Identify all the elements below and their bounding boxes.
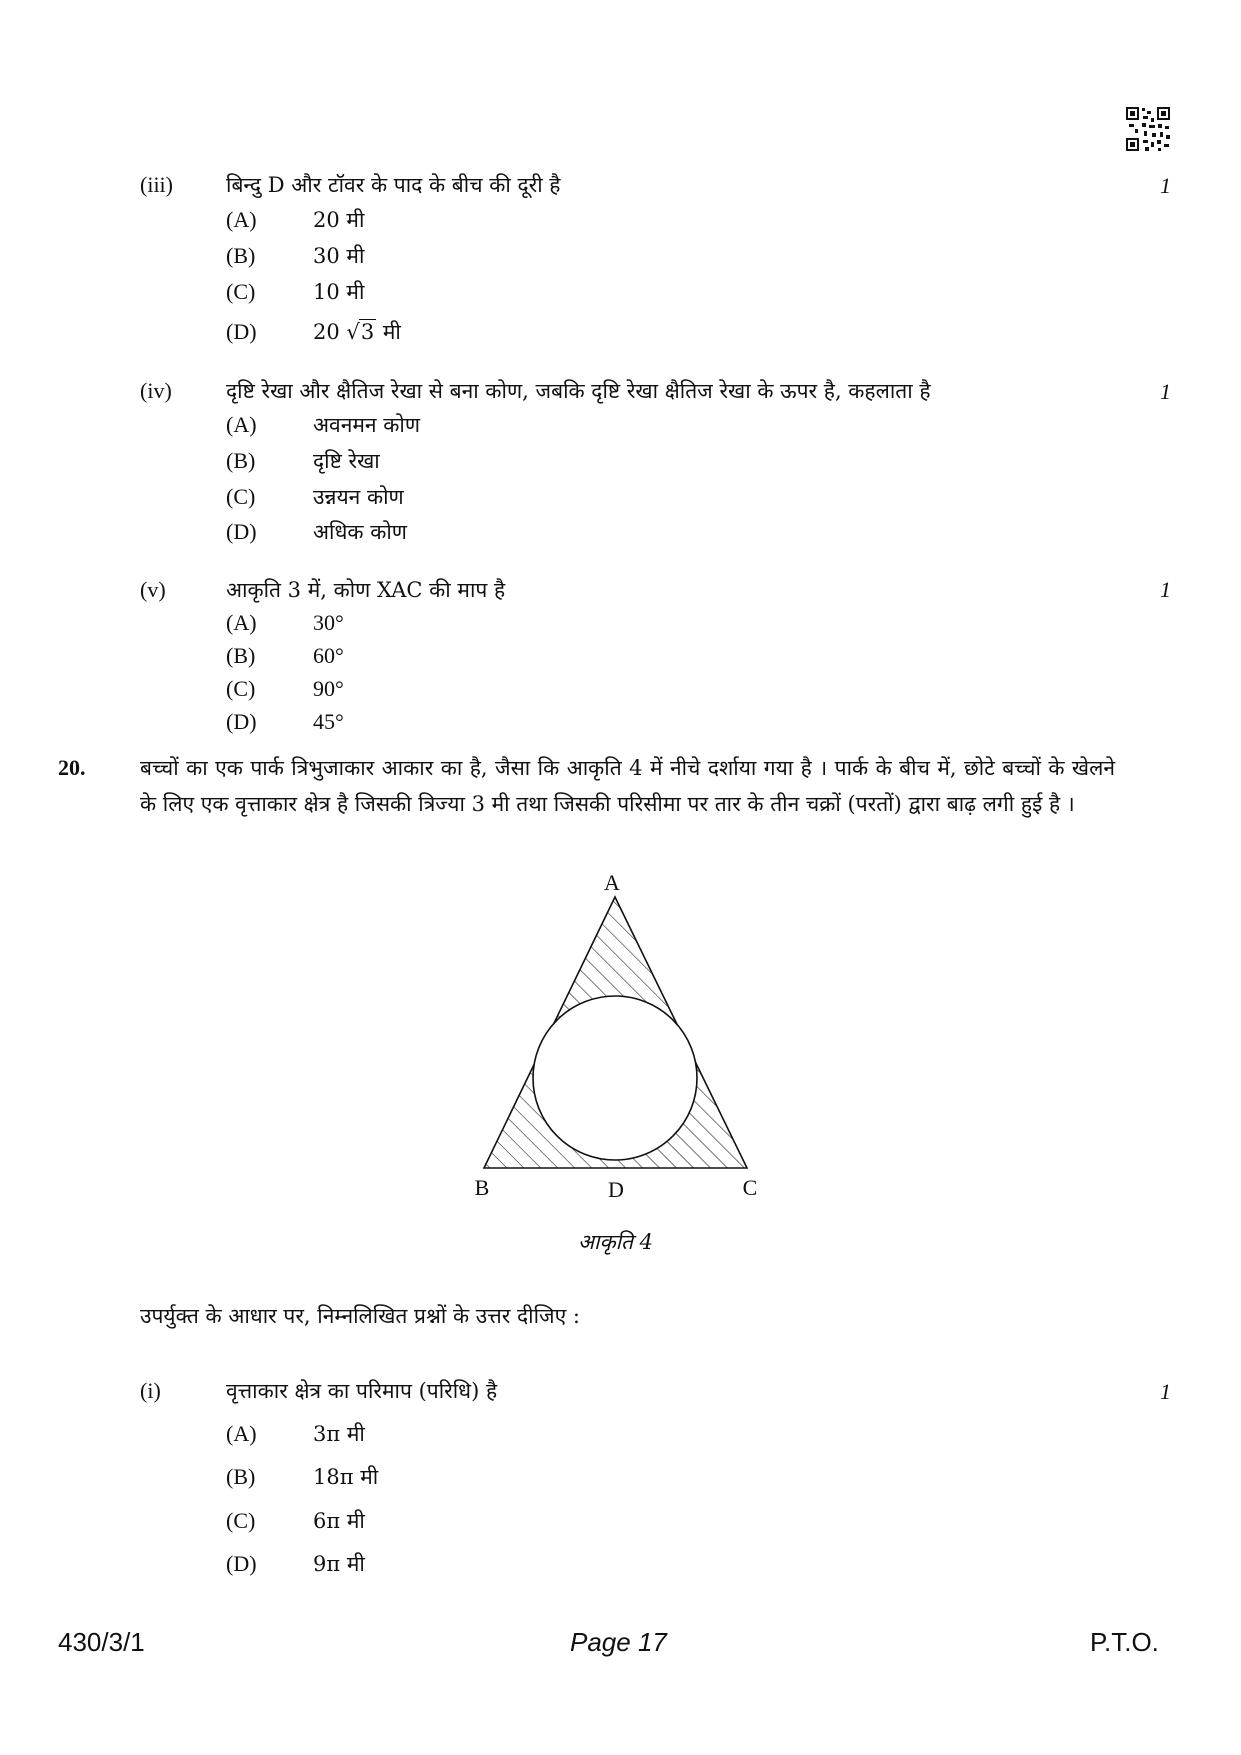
option-label: (D) — [226, 519, 257, 544]
option-label: (D) — [226, 1551, 257, 1576]
option-label: (B) — [226, 243, 256, 268]
paper-code: 430/3/1 — [58, 1627, 145, 1657]
option-label: (C) — [226, 1508, 256, 1533]
incircle — [533, 996, 697, 1160]
instruction-text: उपर्युक्त के आधार पर, निम्नलिखित प्रश्नों के उत्तर दीजिए : — [140, 1304, 581, 1328]
question-number: (v) — [140, 577, 166, 602]
option-label: (B) — [226, 1464, 256, 1489]
figure-caption: आकृति 4 — [578, 1230, 654, 1254]
option-label: (C) — [226, 279, 256, 304]
option-text: 3π मी — [313, 1422, 365, 1446]
marks: 1 — [1160, 173, 1171, 198]
option-label: (B) — [226, 643, 256, 668]
option-text: दृष्टि रेखा — [313, 449, 380, 473]
option-text: 90° — [313, 676, 344, 701]
option-label: (C) — [226, 676, 256, 701]
option-unit: मी — [382, 320, 401, 344]
question-number: (iii) — [140, 172, 173, 197]
option-text: 18π मी — [313, 1465, 379, 1489]
option-label: (D) — [226, 319, 257, 344]
qr-code-icon — [1125, 106, 1171, 152]
vertex-label-c: C — [742, 1175, 758, 1200]
option-label: (A) — [226, 412, 257, 437]
option-text: 45° — [313, 709, 344, 734]
question-number: (iv) — [140, 378, 172, 403]
option-label: (A) — [226, 1421, 257, 1446]
option-coefficient: 20 — [313, 320, 340, 344]
question-number: 20. — [58, 755, 86, 780]
triangle-incircle-figure — [470, 860, 770, 1205]
radical-sign-icon: √ — [346, 320, 360, 344]
option-text: 9π मी — [313, 1552, 365, 1576]
option-label: (A) — [226, 610, 257, 635]
page-number: Page 17 — [570, 1627, 667, 1657]
option-text: अवनमन कोण — [313, 413, 421, 437]
question-text: वृत्ताकार क्षेत्र का परिमाप (परिधि) है — [226, 1379, 498, 1403]
option-text: 60° — [313, 643, 344, 668]
marks: 1 — [1160, 1379, 1171, 1404]
question-text: बिन्दु D और टॉवर के पाद के बीच की दूरी है — [226, 173, 561, 197]
question-paragraph: बच्चों का एक पार्क त्रिभुजाकार आकार का है, जैसा कि आकृति 4 में नीचे दर्शाया गया है । पार्क के बीच में, छोटे बच्चों के खेलने के लिए एक वृत्ताकार क्षेत्र है जिसकी त्रिज्या 3 मी तथा जिसकी परिसीमा पर तार के तीन चक्रों (परतों) द्वारा बाढ़ लगी हुई है । — [140, 756, 1115, 816]
question-text: दृष्टि रेखा और क्षैतिज रेखा से बना कोण, जबकि दृष्टि रेखा क्षैतिज रेखा के ऊपर है, कहलाता है — [226, 379, 931, 403]
option-text: उन्नयन कोण — [313, 485, 404, 509]
question-text: आकृति 3 में, कोण XAC की माप है — [226, 578, 506, 602]
vertex-label-a: A — [604, 870, 620, 895]
option-text: 20 मी — [313, 208, 365, 232]
option-text: 6π मी — [313, 1509, 365, 1533]
radicand: 3 — [360, 320, 375, 344]
option-label: (C) — [226, 484, 256, 509]
option-label: (A) — [226, 207, 257, 232]
option-text: 30° — [313, 610, 344, 635]
option-text: 10 मी — [313, 280, 365, 304]
marks: 1 — [1160, 577, 1171, 602]
option-text: अधिक कोण — [313, 520, 407, 544]
option-text: 30 मी — [313, 244, 365, 268]
option-label: (B) — [226, 448, 256, 473]
vertex-label-b: B — [474, 1175, 490, 1200]
marks: 1 — [1160, 379, 1171, 404]
option-text-sqrt — [313, 318, 401, 346]
pto-label: P.T.O. — [1090, 1627, 1159, 1657]
option-label: (D) — [226, 709, 257, 734]
question-number: (i) — [140, 1378, 161, 1403]
point-label-d: D — [608, 1177, 624, 1202]
